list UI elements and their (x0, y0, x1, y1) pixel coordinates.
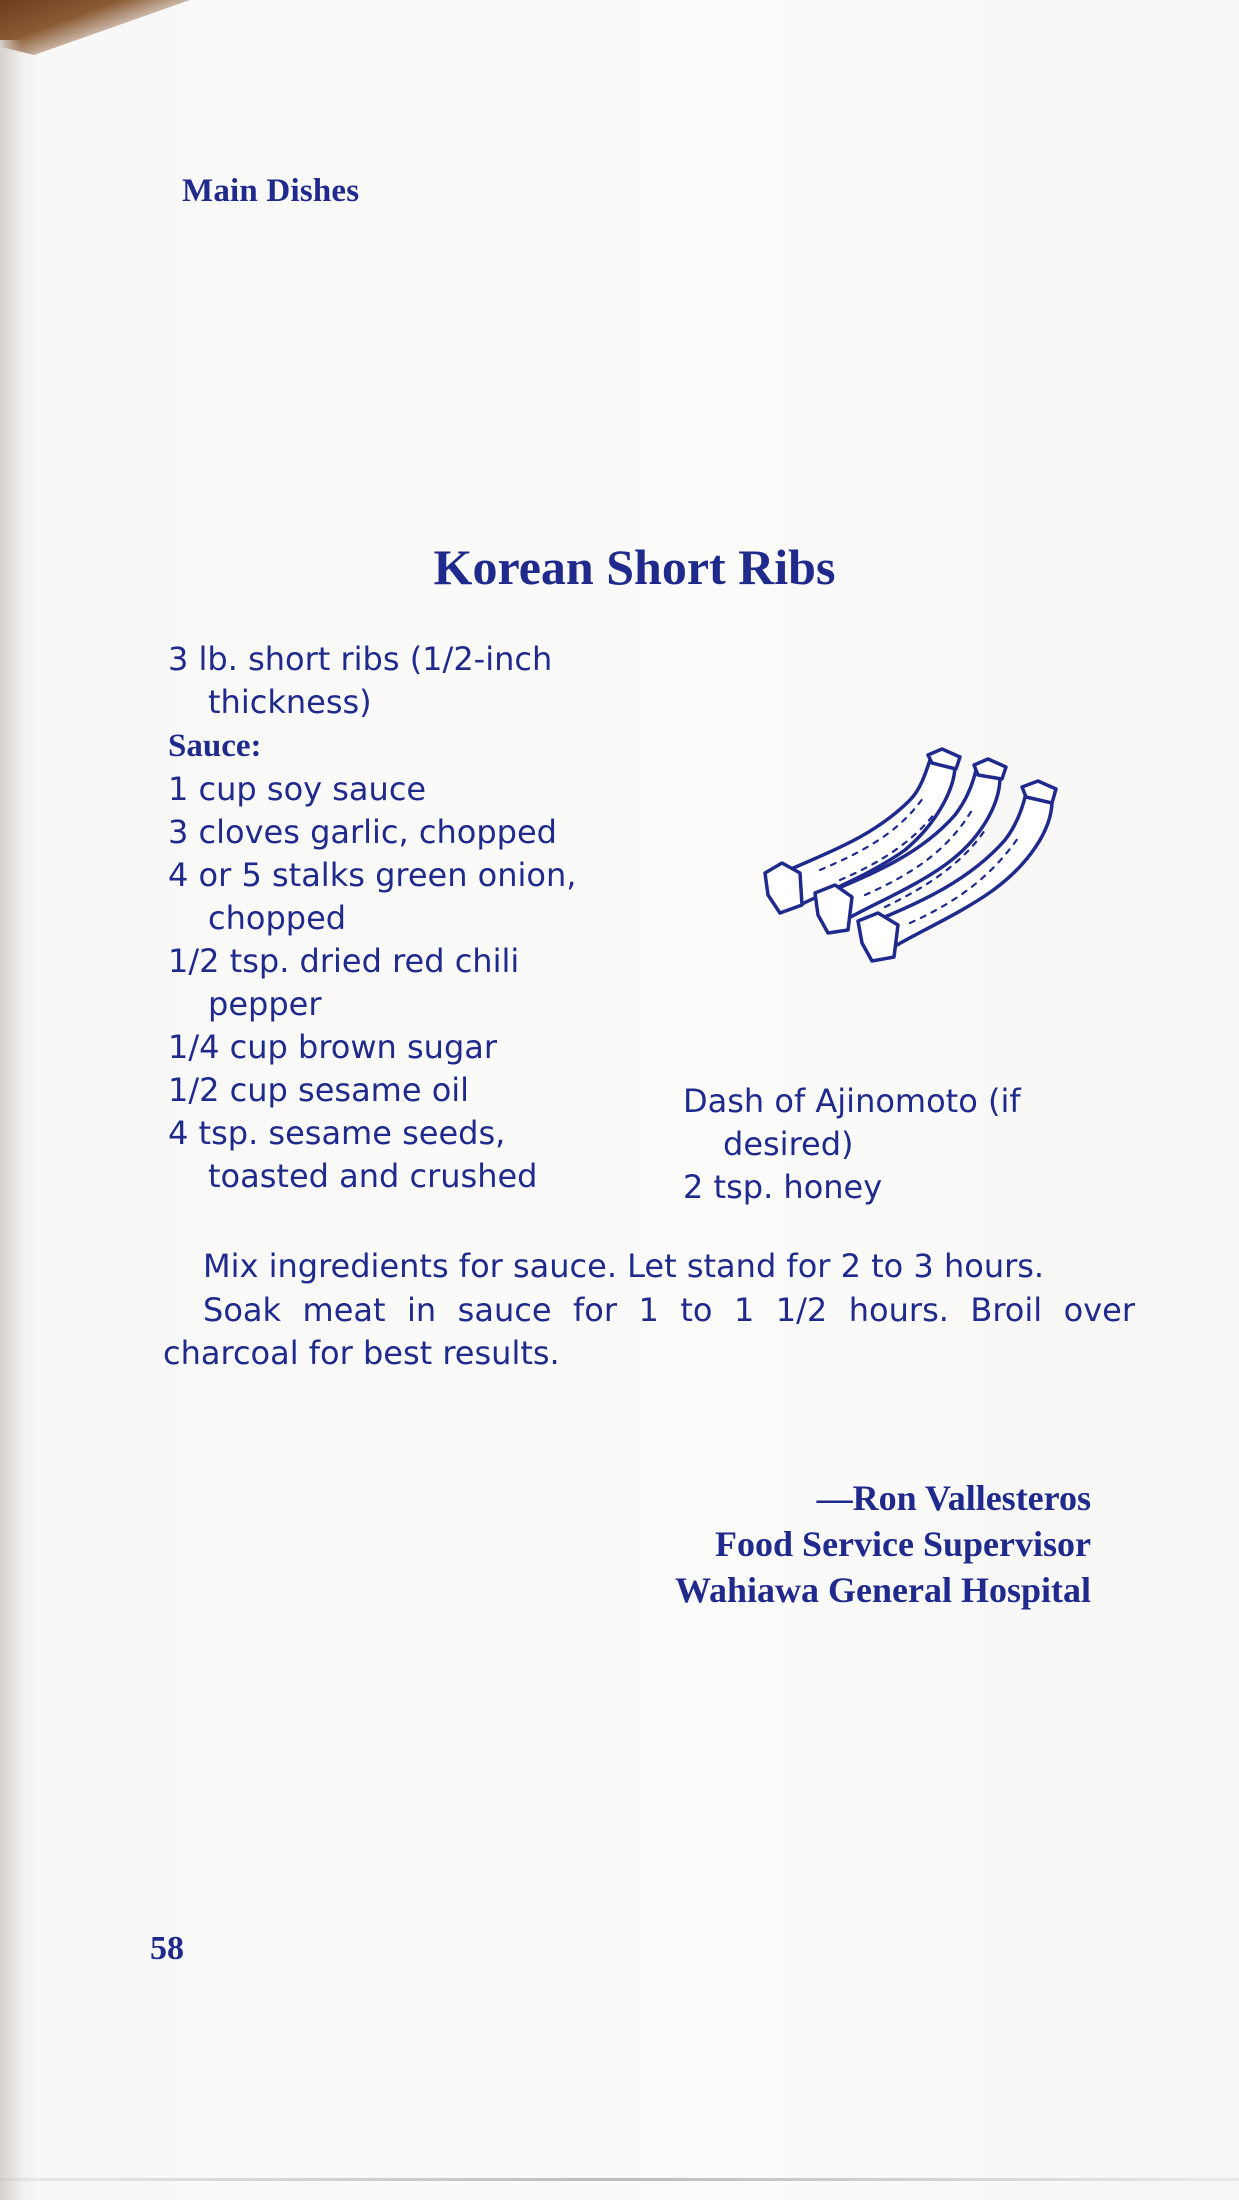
signature-title: Food Service Supervisor (715, 1524, 1091, 1564)
ingredient-text: 4 tsp. sesame seeds, (168, 1114, 506, 1152)
ingredient-item (168, 1112, 576, 1198)
instruction-paragraph: Mix ingredients for sauce. Let stand for 2 to 3 hours. (203, 1247, 1045, 1285)
ingredient-continuation: pepper (208, 985, 322, 1023)
ingredient-item: 3 cloves garlic, chopped (168, 813, 557, 851)
ingredient-text: Dash of Ajinomoto (if (683, 1082, 1021, 1120)
page-bottom-edge (0, 2178, 1239, 2181)
ingredient-item (168, 854, 576, 940)
page-corner (0, 0, 190, 55)
instructions (163, 1245, 1135, 1376)
ingredients-list-right (683, 1080, 1021, 1209)
ingredient-text: 1/2 tsp. dried red chili (168, 942, 520, 980)
ingredient-continuation: thickness) (208, 683, 372, 721)
signature-org: Wahiawa General Hospital (674, 1570, 1091, 1610)
ingredient-item: 1/2 cup sesame oil (168, 1071, 470, 1109)
ingredient-item: 1 cup soy sauce (168, 770, 427, 808)
sauce-label: Sauce: (168, 728, 262, 764)
binding-shadow (0, 40, 22, 2200)
ingredient-item: 1/4 cup brown sugar (168, 1028, 498, 1066)
signature-block (675, 1475, 1091, 1613)
ingredient-item (683, 1080, 1021, 1166)
short-ribs-icon (760, 745, 1080, 970)
ingredients-list (168, 638, 576, 1198)
ingredient-continuation: chopped (208, 899, 347, 937)
ingredient-item (168, 638, 576, 724)
ingredient-text: 3 lb. short ribs (1/2-inch (168, 640, 553, 678)
section-header: Main Dishes (182, 173, 360, 209)
ingredient-continuation: desired) (723, 1125, 854, 1163)
ingredient-item: 2 tsp. honey (683, 1168, 883, 1206)
ingredient-text: 4 or 5 stalks green onion, (168, 856, 577, 894)
sauce-heading (168, 724, 576, 768)
page-number: 58 (150, 1930, 184, 1967)
ingredient-item (168, 940, 576, 1026)
ingredient-continuation: toasted and crushed (208, 1157, 538, 1195)
signature-name: —Ron Vallesteros (816, 1478, 1091, 1518)
instruction-paragraph: Soak meat in sauce for 1 to 1 1/2 hours. Broil over charcoal for best results. (163, 1291, 1135, 1372)
recipe-title: Korean Short Ribs (433, 539, 836, 595)
